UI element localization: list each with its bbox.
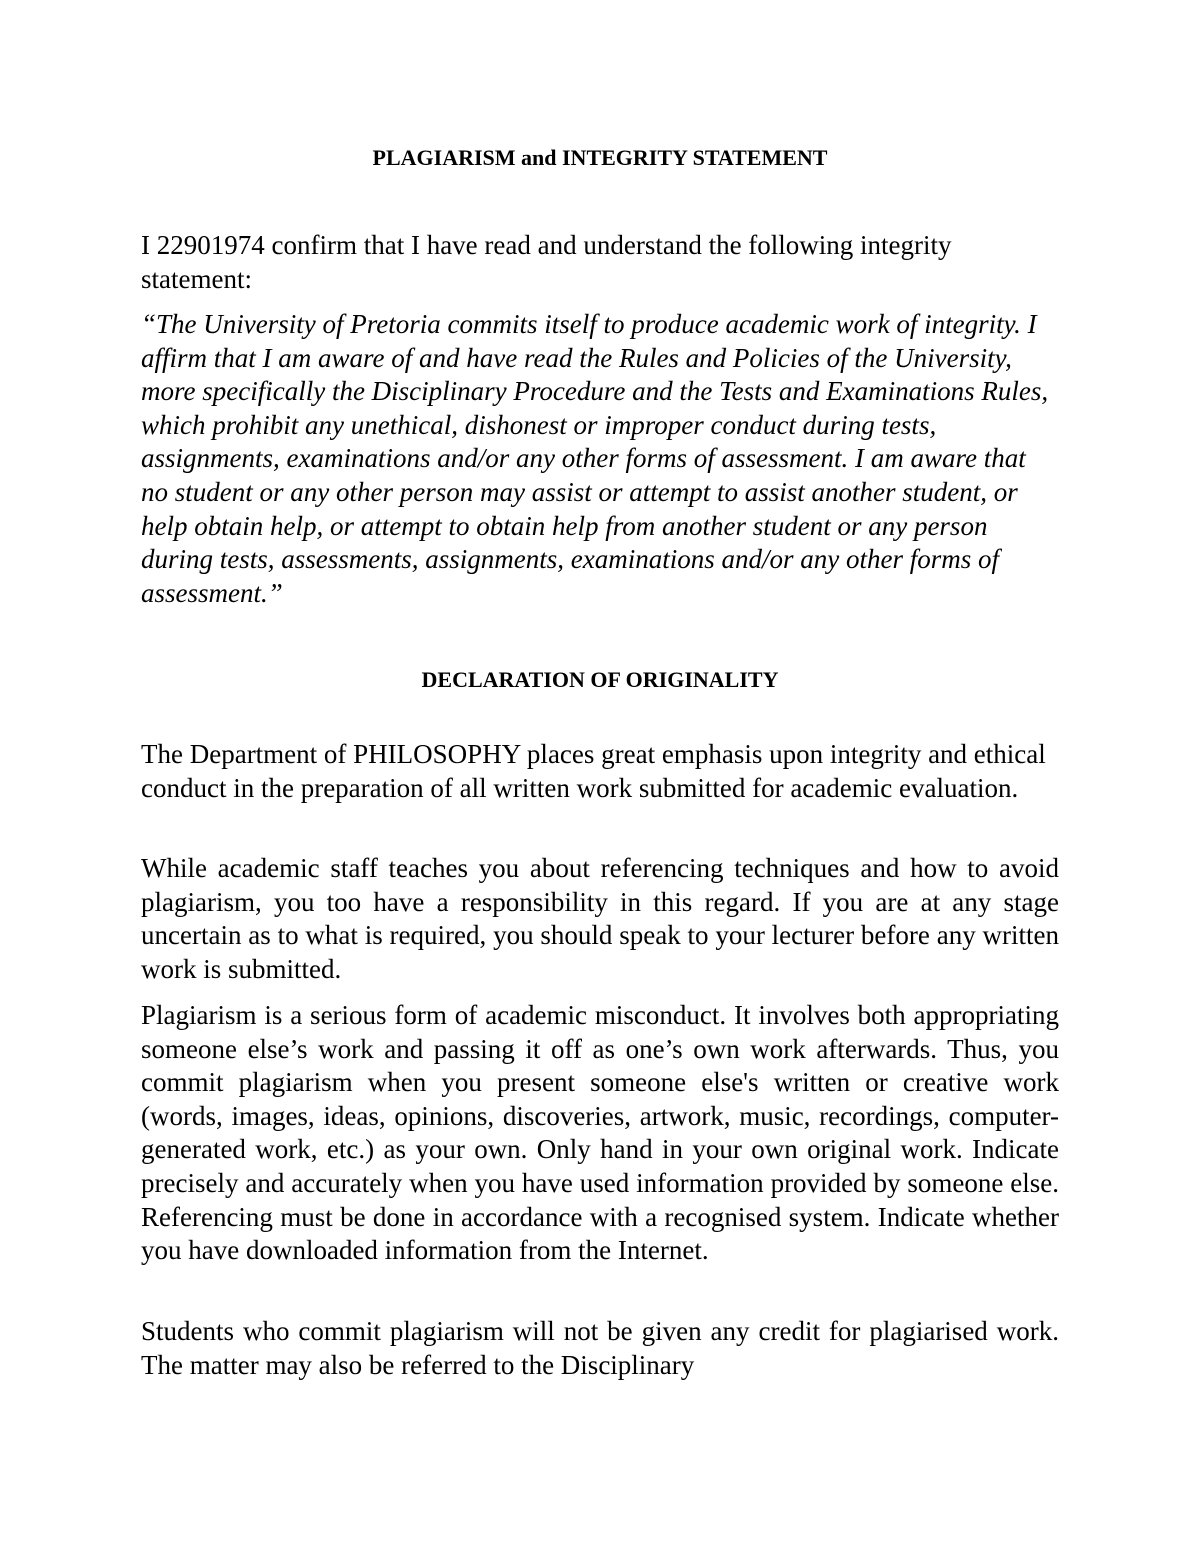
- confirmation-line: I 22901974 confirm that I have read and understand the following integrity statement:: [141, 230, 952, 294]
- paragraph-plagiarism-definition: Plagiarism is a serious form of academic misconduct. It involves both appropriating someone else’s work and passing it off as one’s own work afterwards. Thus, you commit plagiarism when you present someone else's written or creative work (words, images, ideas, opinions, discoveries, artwork, music, recordings, computer-generated work, etc.) as your own. Only hand in your own original work. Indicate precisely and accurately when you have used information provided by someone else. Referencing must be done in accordance with a recognised system. Indicate whether you have downloaded information from the Internet.: [141, 1000, 1059, 1266]
- paragraph-staff-responsibility: While academic staff teaches you about referencing techniques and how to avoid plagiarism, you too have a responsibility in this regard. If you are at any stage uncertain as to what is required, you should speak to your lecturer before any written work is submitted.: [141, 853, 1059, 984]
- integrity-quote: “The University of Pretoria commits itself to produce academic work of integrity. I affirm that I am aware of and have read the Rules and Policies of the University, more specifically the Disciplinary Procedure and the Tests and Examinations Rules, which prohibit any unethical, dishonest or improper conduct during tests, assignments, examinations and/or any other forms of assessment. I am aware that no student or any other person may assist or attempt to assist another student, or help obtain help, or attempt to obtain help from another student or any person during tests, assessments, assignments, examinations and/or any other forms of assessment.”: [141, 309, 1049, 608]
- paragraph-department-emphasis: The Department of PHILOSOPHY places great emphasis upon integrity and ethical conduct in the preparation of all written work submitted for academic evaluation.: [141, 739, 1046, 803]
- originality-heading: DECLARATION OF ORIGINALITY: [421, 667, 779, 692]
- paragraph-consequences: Students who commit plagiarism will not be given any credit for plagiarised work. The matter may also be referred to the Disciplinary: [141, 1316, 1059, 1380]
- integrity-statement-heading: PLAGIARISM and INTEGRITY STATEMENT: [372, 145, 828, 170]
